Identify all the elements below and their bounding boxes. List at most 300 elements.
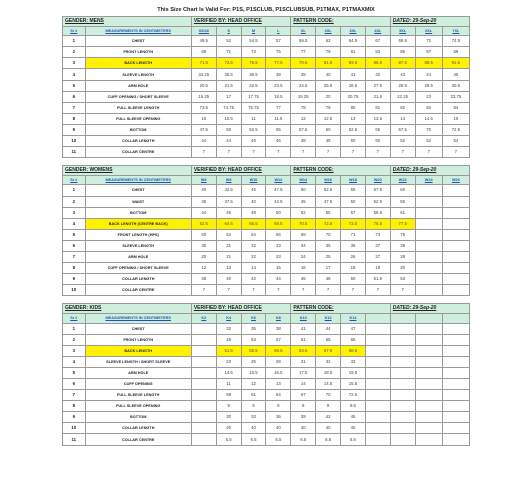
size-value: 30	[191, 240, 216, 251]
size-value: 50	[216, 124, 241, 135]
row-number: 1	[63, 36, 86, 47]
size-value	[442, 434, 469, 445]
size-value	[415, 251, 442, 262]
size-value	[415, 274, 442, 285]
row-number: 6	[63, 240, 86, 251]
size-value	[415, 240, 442, 251]
size-value: 50	[341, 136, 366, 147]
size-value	[442, 229, 469, 240]
size-value: 14.5	[216, 367, 241, 378]
size-value: 81	[365, 102, 390, 113]
size-value: 64	[266, 390, 291, 401]
size-value	[365, 345, 390, 356]
size-value: 50	[341, 196, 366, 207]
size-value: 52	[415, 136, 442, 147]
measurement-name: COLLAR CENTRE	[85, 147, 191, 158]
size-value	[415, 263, 442, 274]
size-value: 15	[266, 263, 291, 274]
measurement-name: FULL SLEEVE OPENING	[85, 113, 191, 124]
size-value: 48	[316, 274, 341, 285]
row-number: 1	[63, 323, 86, 334]
size-value	[390, 356, 415, 367]
size-value	[415, 229, 442, 240]
size-value	[442, 274, 469, 285]
size-value: 7	[316, 147, 341, 158]
table-row	[63, 334, 470, 345]
size-value: 12	[291, 113, 316, 124]
size-value: 89.5	[415, 58, 442, 69]
size-value	[415, 185, 442, 196]
table-row	[63, 367, 470, 378]
size-value: 47.5	[266, 185, 291, 196]
row-number: 8	[63, 263, 86, 274]
size-header: W16	[316, 175, 341, 185]
size-header: W20	[365, 175, 390, 185]
size-value: 73	[365, 229, 390, 240]
row-number: 2	[63, 334, 86, 345]
size-value: 59.5	[291, 36, 316, 47]
chart-title: This Size Chart Is Valid For: P1S, P1SCLUB, P1SCLUBSUB, P1TMAX, P1TMAXMIX	[157, 7, 375, 13]
size-value: 36	[341, 240, 366, 251]
size-value: 73	[241, 47, 266, 58]
row-number: 1	[63, 185, 86, 196]
size-value: 75	[390, 229, 415, 240]
sr-header: Sr #	[63, 26, 86, 36]
size-value: 20	[316, 91, 341, 102]
size-value	[442, 356, 469, 367]
verified-by-label: VERIFIED BY: HEAD OFFICE	[191, 304, 290, 314]
size-value: 75.5	[365, 218, 390, 229]
size-value: 47.5	[316, 196, 341, 207]
size-value: 44	[415, 69, 442, 80]
size-value: 9	[241, 401, 266, 412]
dated-label: DATED: 29-Sep-20	[390, 166, 469, 176]
size-header: 7XL	[442, 26, 469, 36]
size-value: 25.5	[316, 80, 341, 91]
size-value	[390, 390, 415, 401]
table-row	[63, 379, 470, 390]
dated-label: DATED: 29-Sep-20	[390, 17, 469, 27]
measurement-name: SLEEVE LENGTH / SHORT SLEEVE	[85, 356, 191, 367]
sr-header: Sr #	[63, 175, 86, 185]
size-value: 11	[241, 113, 266, 124]
table-row	[63, 285, 470, 296]
measurement-name: BACK LENGTH	[85, 58, 191, 69]
size-value: 46	[241, 136, 266, 147]
size-value	[442, 345, 469, 356]
table-row	[63, 274, 470, 285]
size-value: 33	[266, 240, 291, 251]
size-header	[365, 313, 390, 323]
size-value: 81.5	[316, 58, 341, 69]
size-value: 68.5	[266, 218, 291, 229]
measurement-name: FRONT LENGTH	[85, 47, 191, 58]
size-value: 79	[316, 102, 341, 113]
row-number: 9	[63, 412, 86, 423]
size-value	[415, 207, 442, 218]
size-value: 15	[442, 113, 469, 124]
measurement-name: WAIST	[85, 196, 191, 207]
size-value: 42	[316, 412, 341, 423]
size-value: 7	[266, 147, 291, 158]
size-value: 34	[291, 240, 316, 251]
size-value	[415, 323, 442, 334]
size-value: 46	[216, 207, 241, 218]
size-value: 45	[341, 412, 366, 423]
size-value: 7	[291, 285, 316, 296]
size-header: XL	[291, 26, 316, 36]
size-value: 12	[241, 379, 266, 390]
row-number: 6	[63, 91, 86, 102]
size-header: W6	[191, 175, 216, 185]
table-row	[63, 47, 470, 58]
size-value: 64	[241, 229, 266, 240]
size-value: 71.5	[191, 58, 216, 69]
size-value: 7	[341, 147, 366, 158]
size-header: K6	[241, 313, 266, 323]
size-value: 10	[191, 113, 216, 124]
pattern-code-label: PATTERN CODE:	[291, 304, 390, 314]
size-value: 21	[216, 251, 241, 262]
size-value: 70	[415, 124, 442, 135]
size-table-1	[62, 165, 470, 296]
size-value: 11	[216, 379, 241, 390]
size-value: 45	[291, 196, 316, 207]
size-value	[442, 390, 469, 401]
size-value: 40	[191, 185, 216, 196]
size-header: 4XL	[365, 26, 390, 36]
size-value: 21.5	[216, 80, 241, 91]
size-value: 42.5	[216, 185, 241, 196]
size-value: 63.5	[291, 345, 316, 356]
size-value	[191, 434, 216, 445]
row-number: 10	[63, 136, 86, 147]
section-spacer	[62, 158, 470, 165]
size-value: 20	[191, 251, 216, 262]
size-value: 39	[291, 69, 316, 80]
size-value: 55	[316, 207, 341, 218]
size-header: M	[241, 26, 266, 36]
size-value: 83	[365, 47, 390, 58]
size-value: 9	[291, 401, 316, 412]
size-value: 45	[241, 185, 266, 196]
size-value: 54.5	[241, 36, 266, 47]
size-value: 77.5	[390, 218, 415, 229]
row-number: 11	[63, 147, 86, 158]
size-value: 9.5	[341, 401, 366, 412]
size-value: 42	[365, 69, 390, 80]
measurement-header: MEASUREMENTS IN CENTIMETERS	[85, 313, 191, 323]
size-value: 7	[216, 147, 241, 158]
size-tables	[62, 16, 470, 446]
size-value: 44	[266, 274, 291, 285]
size-value: 46	[291, 274, 316, 285]
size-value: 21.5	[365, 91, 390, 102]
size-value: 75.75	[241, 102, 266, 113]
size-value: 44	[216, 136, 241, 147]
size-value: 30	[216, 412, 241, 423]
measurement-name: FRONT LENGTH	[85, 334, 191, 345]
size-value	[442, 185, 469, 196]
size-header: W10	[241, 175, 266, 185]
section-spacer	[62, 296, 470, 303]
size-value	[442, 251, 469, 262]
size-value: 35	[241, 323, 266, 334]
size-value: 64.5	[341, 36, 366, 47]
table-row	[63, 240, 470, 251]
size-value: 59.5	[266, 345, 291, 356]
size-value: 49.5	[191, 36, 216, 47]
size-value: 29.5	[415, 80, 442, 91]
measurement-name: FRONT LENGTH (HPS)	[85, 229, 191, 240]
size-value: 72.5	[341, 390, 366, 401]
measurement-name: CUFF OPENING	[85, 379, 191, 390]
size-value: 25	[241, 356, 266, 367]
size-header: XS/16	[191, 26, 216, 36]
size-value: 61	[390, 207, 415, 218]
size-value: 85.5	[365, 58, 390, 69]
size-value: 17	[216, 91, 241, 102]
gender-label: GENDER: WOMENS	[63, 166, 192, 176]
size-value: 52.5	[316, 185, 341, 196]
size-header: W18	[341, 175, 366, 185]
size-value: 38	[266, 323, 291, 334]
size-value: 6.5	[291, 434, 316, 445]
size-value: 82	[390, 102, 415, 113]
measurement-header: MEASUREMENTS IN CENTIMETERS	[85, 175, 191, 185]
size-value: 67	[291, 390, 316, 401]
size-value: 17.75	[241, 91, 266, 102]
size-value: 55	[390, 196, 415, 207]
size-value: 66	[341, 334, 366, 345]
size-value: 7	[241, 147, 266, 158]
size-value: 68	[291, 229, 316, 240]
size-value: 19.25	[291, 91, 316, 102]
size-value: 32	[241, 240, 266, 251]
size-value: 43	[390, 69, 415, 80]
size-value: 7	[341, 285, 366, 296]
measurement-name: COLLAR LENGTH	[85, 136, 191, 147]
size-value	[415, 196, 442, 207]
size-value: 7	[316, 285, 341, 296]
size-value	[442, 207, 469, 218]
size-value	[390, 334, 415, 345]
size-value: 13.5	[365, 113, 390, 124]
table-row	[63, 323, 470, 334]
table-row	[63, 147, 470, 158]
size-value: 28.5	[390, 80, 415, 91]
size-value: 23.75	[442, 91, 469, 102]
size-value	[415, 356, 442, 367]
row-number: 6	[63, 379, 86, 390]
size-value	[365, 379, 390, 390]
table-row	[63, 69, 470, 80]
size-value: 74.75	[216, 102, 241, 113]
measurement-name: BOTTOM	[85, 124, 191, 135]
size-value: 77.5	[266, 58, 291, 69]
size-header: W14	[291, 175, 316, 185]
size-value: 53	[390, 274, 415, 285]
table-row	[63, 80, 470, 91]
size-value: 35	[191, 196, 216, 207]
section-header-row	[63, 17, 470, 27]
measurement-name: CUFF OPENING / SHORT SLEEVE	[85, 91, 191, 102]
size-value: 52	[390, 136, 415, 147]
size-value	[390, 379, 415, 390]
measurement-name: COLLAR LENGTH	[85, 274, 191, 285]
size-value: 84	[442, 102, 469, 113]
size-value: 28	[390, 251, 415, 262]
size-value	[442, 367, 469, 378]
size-value	[442, 263, 469, 274]
table-row	[63, 91, 470, 102]
measurement-name: COLLAR CENTRE	[85, 285, 191, 296]
size-value: 73.5	[341, 218, 366, 229]
size-value: 45	[442, 69, 469, 80]
size-value: 23	[216, 356, 241, 367]
size-header: K14	[341, 313, 366, 323]
size-value: 14	[241, 263, 266, 274]
size-value: 57	[266, 334, 291, 345]
size-value: 24	[291, 251, 316, 262]
size-value: 68.5	[341, 345, 366, 356]
column-header-row	[63, 313, 470, 323]
size-value: 22	[241, 251, 266, 262]
size-value	[442, 323, 469, 334]
row-number: 8	[63, 401, 86, 412]
gender-label: GENDER: KIDS	[63, 304, 192, 314]
measurement-name: COLLAR LENGTH	[85, 423, 191, 434]
size-header: W26	[442, 175, 469, 185]
size-value: 13	[266, 379, 291, 390]
size-value	[191, 390, 216, 401]
size-header: K8	[266, 313, 291, 323]
size-value: 83.5	[341, 58, 366, 69]
size-value: 31	[291, 356, 316, 367]
size-value: 40	[216, 423, 241, 434]
size-value: 41	[341, 69, 366, 80]
size-value	[365, 323, 390, 334]
size-value: 79	[316, 47, 341, 58]
size-value: 67	[365, 36, 390, 47]
size-value: 47.5	[191, 124, 216, 135]
size-value: 85	[390, 47, 415, 58]
measurement-name: CHEST	[85, 185, 191, 196]
size-value: 91.5	[442, 58, 469, 69]
size-value: 6.5	[216, 434, 241, 445]
size-value	[191, 412, 216, 423]
size-value: 39	[291, 412, 316, 423]
size-value: 7	[266, 285, 291, 296]
measurement-name: CHEST	[85, 36, 191, 47]
size-value: 17	[316, 263, 341, 274]
size-value: 6.5	[241, 434, 266, 445]
size-value: 6.5	[341, 434, 366, 445]
size-value: 75	[266, 47, 291, 58]
table-row	[63, 102, 470, 113]
table-row	[63, 58, 470, 69]
size-value	[365, 390, 390, 401]
size-value	[191, 356, 216, 367]
row-number: 8	[63, 113, 86, 124]
size-value: 26.5	[341, 80, 366, 91]
size-value: 52.5	[241, 124, 266, 135]
size-value: 11.5	[266, 113, 291, 124]
measurement-name: FULL SLEEVE LENGTH	[85, 102, 191, 113]
size-value: 36.5	[241, 69, 266, 80]
size-value: 7	[442, 147, 469, 158]
size-value: 50	[291, 185, 316, 196]
size-value: 50	[341, 274, 366, 285]
size-value: 13	[341, 113, 366, 124]
row-number: 10	[63, 285, 86, 296]
row-number: 2	[63, 196, 86, 207]
size-table-2	[62, 303, 470, 445]
size-header: K10	[291, 313, 316, 323]
size-value: 73.5	[191, 102, 216, 113]
size-value: 7	[415, 147, 442, 158]
size-value	[191, 379, 216, 390]
size-header: K12	[316, 313, 341, 323]
size-value: 7	[365, 285, 390, 296]
table-row	[63, 401, 470, 412]
size-value: 40	[216, 274, 241, 285]
measurement-name: BOTTOM	[85, 207, 191, 218]
size-value: 57.5	[291, 124, 316, 135]
size-value: 9	[216, 401, 241, 412]
row-number: 4	[63, 356, 86, 367]
size-value: 7	[191, 285, 216, 296]
size-value	[415, 423, 442, 434]
size-value: 44	[191, 136, 216, 147]
table-row	[63, 185, 470, 196]
row-number: 5	[63, 367, 86, 378]
size-value: 38	[390, 240, 415, 251]
size-value: 77	[291, 47, 316, 58]
size-value	[390, 323, 415, 334]
size-value: 67.5	[390, 124, 415, 135]
size-table-0	[62, 16, 470, 158]
size-value: 7	[216, 285, 241, 296]
measurement-header: MEASUREMENTS IN CENTIMETERS	[85, 26, 191, 36]
row-number: 4	[63, 218, 86, 229]
size-value: 40	[316, 69, 341, 80]
row-number: 3	[63, 58, 86, 69]
size-value: 16.25	[191, 91, 216, 102]
table-row	[63, 124, 470, 135]
row-number: 10	[63, 423, 86, 434]
size-value: 20.5	[191, 80, 216, 91]
row-number: 3	[63, 207, 86, 218]
size-value: 42.5	[266, 196, 291, 207]
size-value: 48	[291, 136, 316, 147]
size-value: 7	[241, 285, 266, 296]
column-header-row	[63, 26, 470, 36]
size-value	[365, 423, 390, 434]
size-value	[415, 345, 442, 356]
size-value: 33	[241, 412, 266, 423]
row-number: 7	[63, 102, 86, 113]
size-header: S	[216, 26, 241, 36]
size-value: 25	[316, 251, 341, 262]
size-value	[415, 285, 442, 296]
size-value: 30.5	[442, 80, 469, 91]
table-row	[63, 434, 470, 445]
measurement-name: BACK LENGTH	[85, 345, 191, 356]
size-header: L	[266, 26, 291, 36]
size-value: 61	[291, 334, 316, 345]
size-value	[415, 367, 442, 378]
